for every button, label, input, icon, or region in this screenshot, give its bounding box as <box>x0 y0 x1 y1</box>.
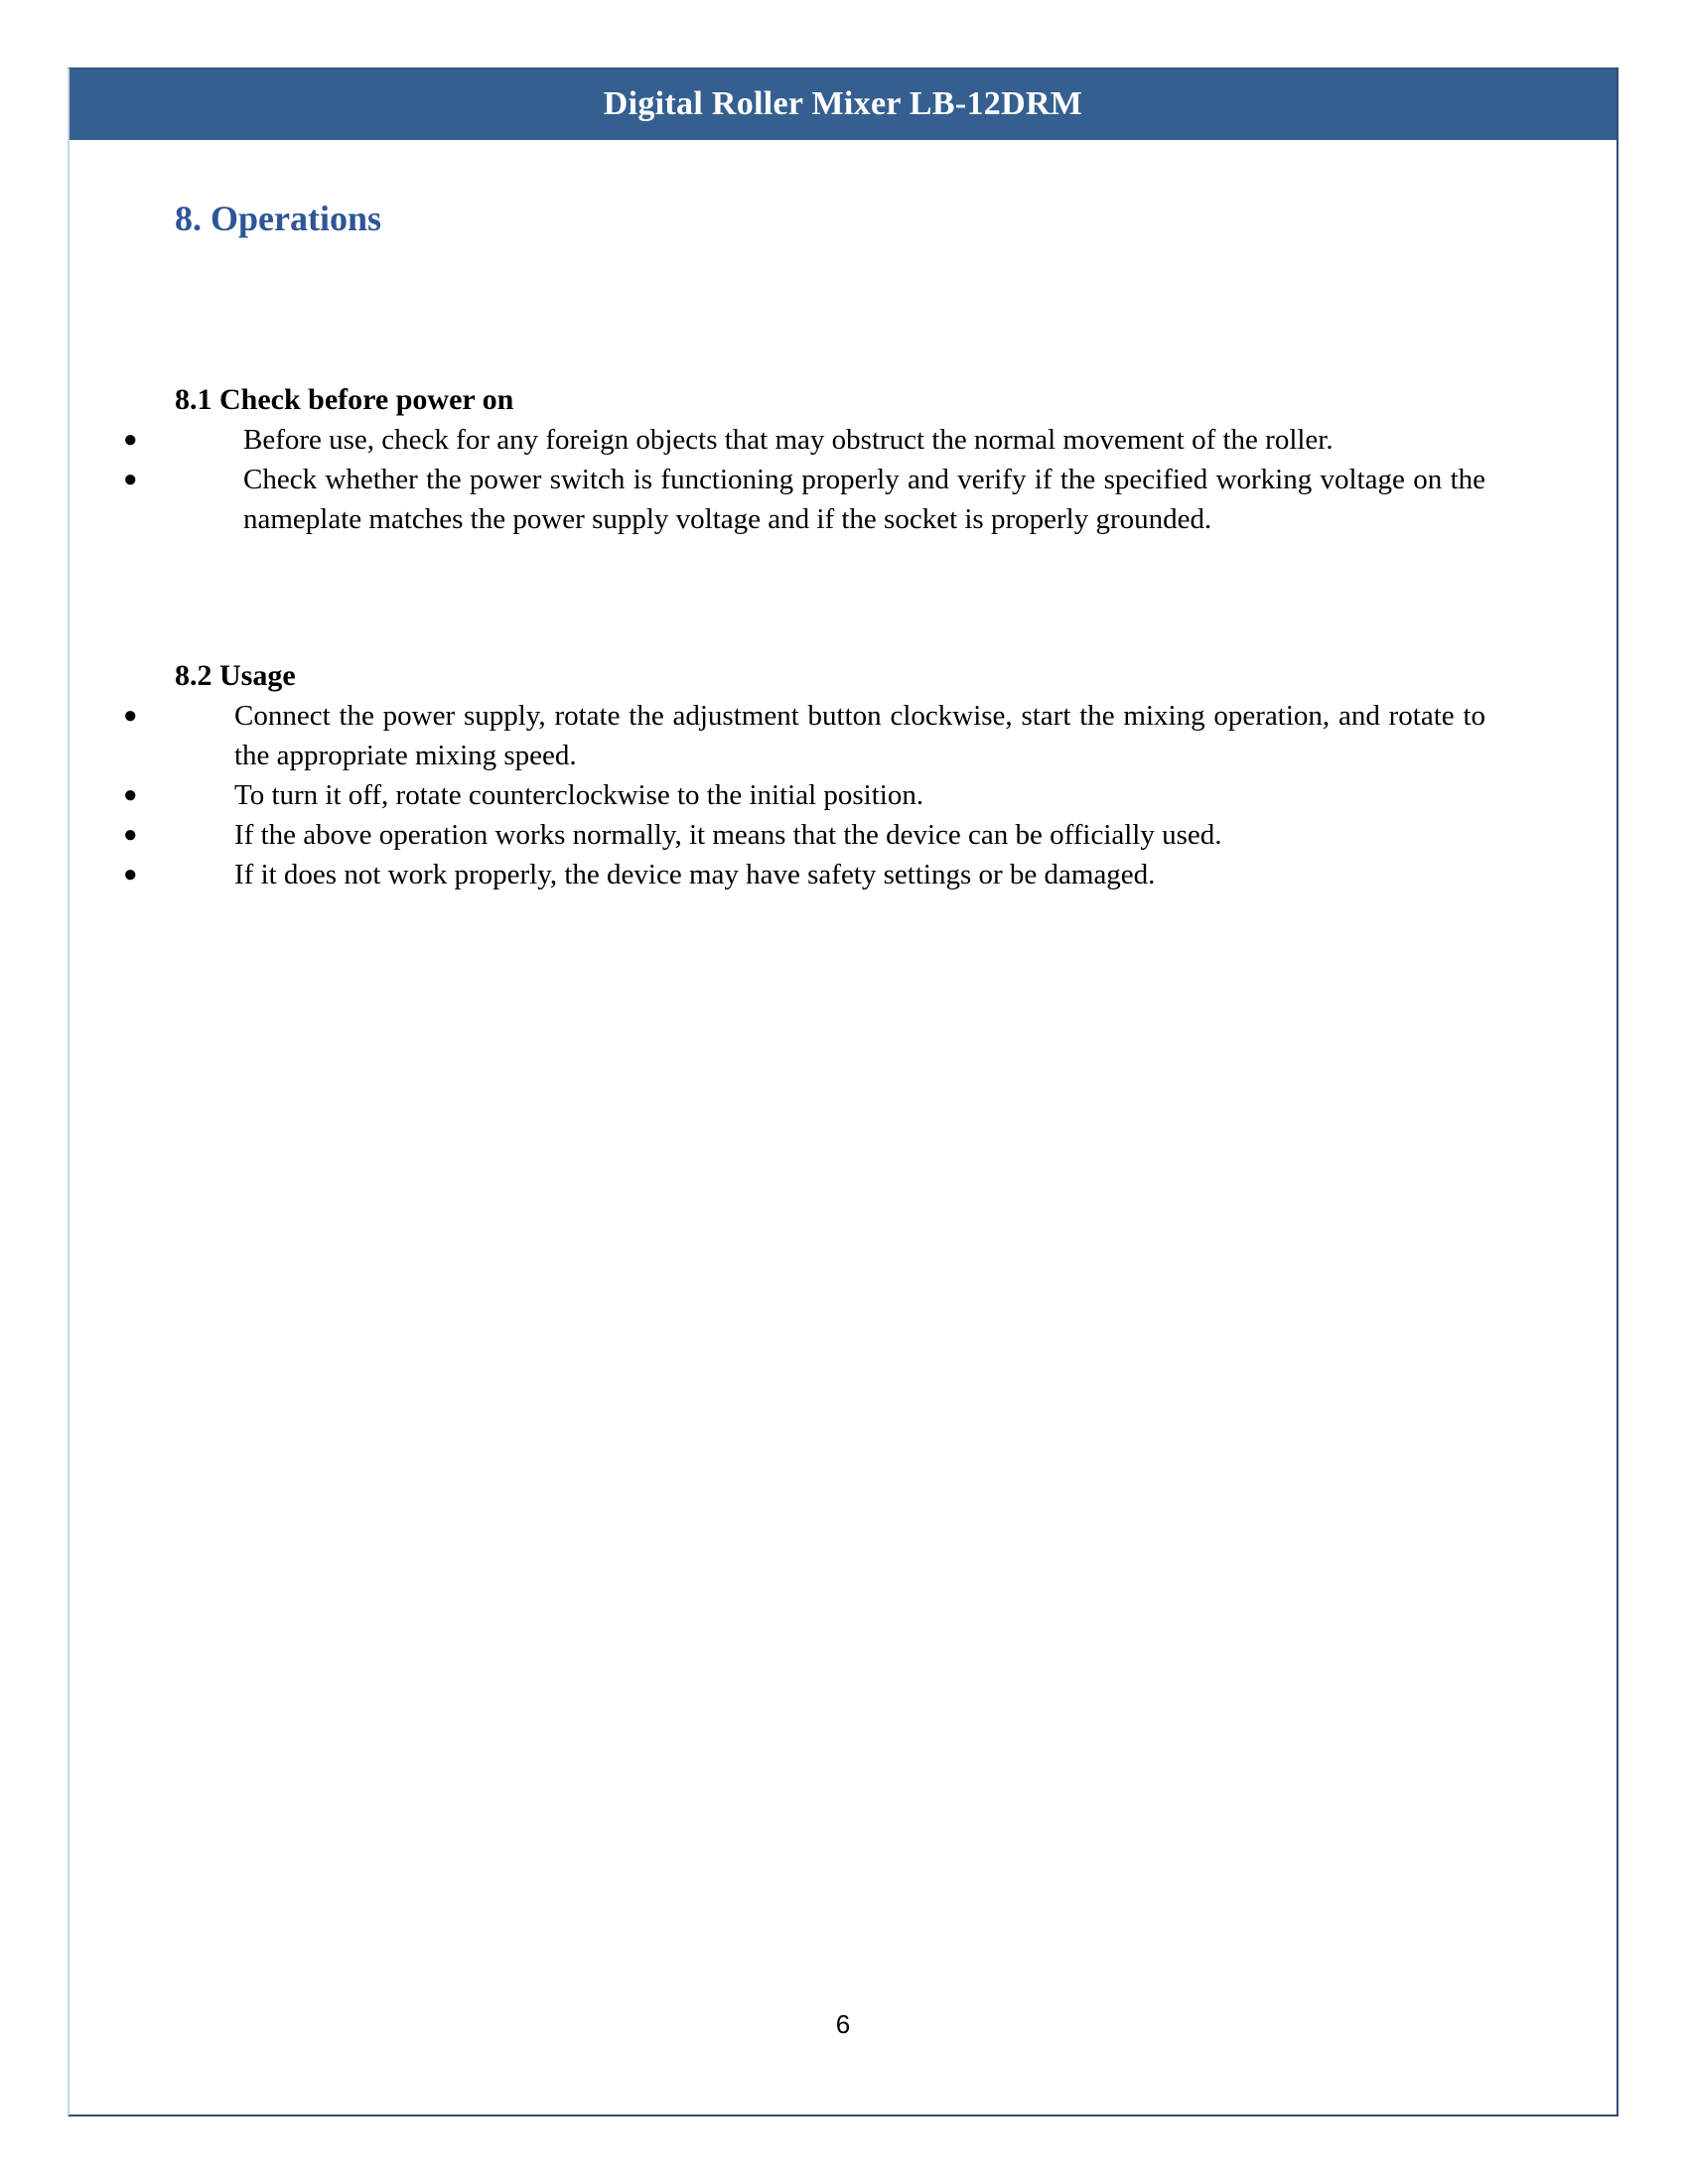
bullet-icon: ● <box>123 467 138 492</box>
page-frame <box>68 68 1618 2116</box>
list-item <box>70 775 1485 815</box>
bullet-icon: ● <box>123 427 138 453</box>
list-item-text: Connect the power supply, rotate the adjustment button clockwise, start the mixing operation, and rotate to the appropriate mixing speed. <box>234 700 1485 771</box>
list-item-text: To turn it off, rotate counterclockwise to the initial position. <box>234 779 924 811</box>
subsection-title: 8.1 Check before power on <box>175 383 514 416</box>
page-number: 6 <box>835 2009 851 2039</box>
list-item-text: Before use, check for any foreign objects that may obstruct the normal movement of the roller. <box>243 424 1334 456</box>
bullet-icon: ● <box>123 782 138 808</box>
bullet-list <box>70 420 1485 539</box>
bullet-icon: ● <box>123 822 138 848</box>
list-item-text: Check whether the power switch is functioning properly and verify if the specified working voltage on the nameplate matches the power supply voltage and if the socket is properly grounded. <box>243 464 1485 535</box>
bullet-list <box>70 696 1485 894</box>
header-band <box>70 68 1617 140</box>
list-item <box>70 420 1485 460</box>
list-item <box>70 696 1485 775</box>
bullet-icon: ● <box>123 703 138 729</box>
list-item <box>70 815 1485 855</box>
subsection-check-before-power-on <box>123 380 1485 539</box>
section-heading: 8. Operations <box>175 199 382 238</box>
subsection-usage <box>123 656 1485 894</box>
list-item <box>70 855 1485 894</box>
document-title: Digital Roller Mixer LB-12DRM <box>603 85 1083 122</box>
bullet-icon: ● <box>123 862 138 887</box>
subsection-title: 8.2 Usage <box>175 659 296 692</box>
list-item-text: If the above operation works normally, it means that the device can be officially used. <box>234 819 1222 851</box>
list-item <box>70 460 1485 539</box>
list-item-text: If it does not work properly, the device may have safety settings or be damaged. <box>234 859 1156 890</box>
